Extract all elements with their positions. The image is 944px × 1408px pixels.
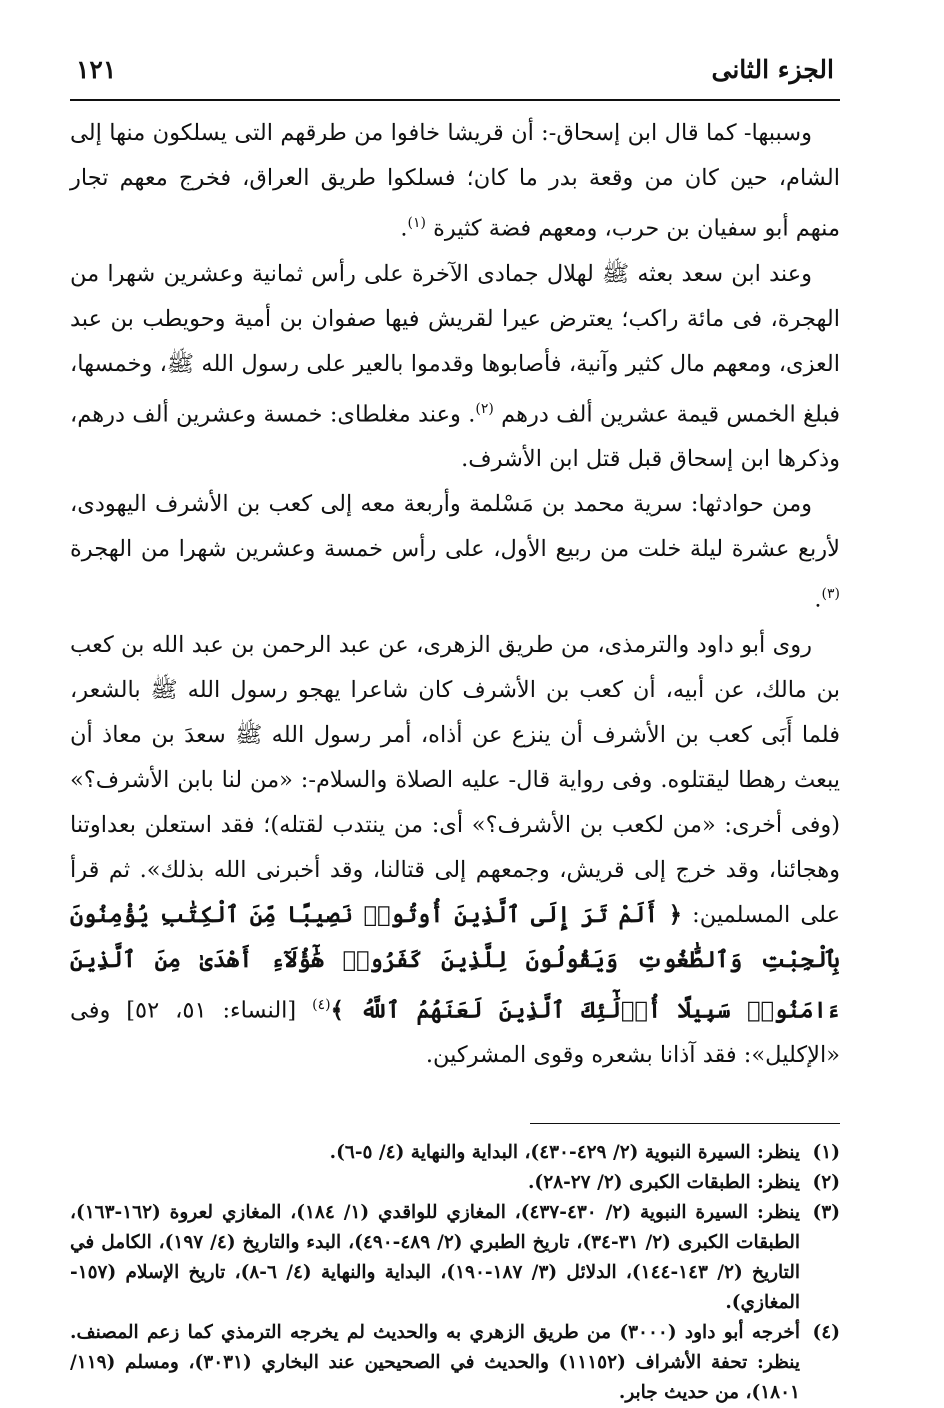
quran-verse: ﴿ أَلَمْ تَرَ إِلَى ٱلَّذِينَ أُوتُوا۟ نَصِيبًا مِّنَ ٱلْكِتَٰبِ يُؤْمِنُونَ بِٱلْجِبْتِ وَٱلطَّٰغُوتِ وَيَقُولُونَ لِلَّذِينَ كَفَرُوا۟ هَٰٓؤُلَآءِ أَهْدَىٰ مِنَ ٱلَّذِينَ ءَامَنُوا۟ سَبِيلًا أُو۟لَٰٓئِكَ ٱلَّذِينَ لَعَنَهُمُ ٱللَّهُ ﴾ [70,901,840,1023]
footnote [70,1168,840,1198]
footnote [70,1138,840,1168]
footnote-number: (٤) [812,1322,840,1343]
footnote-number: (٣) [812,1202,840,1223]
footnote-number: (٢) [812,1172,840,1193]
paragraph: روى أبو داود والترمذى، من طريق الزهرى، عن عبد الرحمن بن عبد الله بن كعب بن مالك، عن أبيه، أن كعب بن الأشرف كان شاعرا يهجو رسول الله ﷺ بالشعر، فلما أَبَى كعب بن الأشرف أن ينزع عن أذاه، أمر رسول الله ﷺ سعدَ بن معاذ أن يبعث رهطا ليقتلوه. وفى رواية قال- عليه الصلاة والسلام-: «من لنا بابن الأشرف؟» (وفى أخرى: «من لكعب بن الأشرف؟» أى: من ينتدب لقتله)؛ فقد استعلن بعداوتنا وهجائنا، وقد خرج إلى قريش، وجمعهم إلى قتالنا، وقد أخبرنى الله بذلك». ثم قرأ على المسلمين: ﴿ أَلَمْ تَرَ إِلَى ٱلَّذِينَ أُوتُوا۟ نَصِيبًا مِّنَ ٱلْكِتَٰبِ يُؤْمِنُونَ بِٱلْجِبْتِ وَٱلطَّٰغُوتِ وَيَقُولُونَ لِلَّذِينَ كَفَرُوا۟ هَٰٓؤُلَآءِ أَهْدَىٰ مِنَ ٱلَّذِينَ ءَامَنُوا۟ سَبِيلًا أُو۟لَٰٓئِكَ ٱلَّذِينَ لَعَنَهُمُ ٱللَّهُ ﴾$^{(٤)}$ [النساء: ٥١، ٥٢] وفى «الإكليل»: فقد آذانا بشعره وقوى المشركين. [70,631,841,1068]
footnote-text: ينظر: الطبقات الكبرى (٢/ ٢٧-٢٨). [527,1172,800,1193]
main-text [70,111,840,1078]
footnote-ref: (١) [407,215,426,231]
header-rule [70,99,840,101]
paragraph: ومن حوادثها: سرية محمد بن مَسْلمة وأربعة معه إلى كعب بن الأشرف اليهودى، لأربع عشرة ليلة خلت من ربيع الأول، على رأس خمسة وعشرين شهرا من الهجرة $^{(٣)}$. [70,491,840,613]
footnote-rule [530,1123,840,1124]
running-title: الجزء الثانى [711,55,834,84]
footnote-text: ينظر: السيرة النبوية (٢/ ٤٣٠-٤٣٧)، المغازي للواقدي (١/ ١٨٤)، المغازي لعروة (١٦٢-١٦٣)، الطبقات الكبرى (٢/ ٣١-٣٤)، تاريخ الطبري (٢/ ٤٨٩-٤٩٠)، البدء والتاريخ (٤/ ١٩٧)، الكامل في التاريخ (٢/ ١٤٣-١٤٤)، الدلائل (٣/ ١٨٧-١٩٠)، البداية والنهاية (٤/ ٦-٨)، تاريخ الإسلام (١٥٧-المغازي). [70,1202,801,1313]
footnote-text: أخرجه أبو داود (٣٠٠٠) من طريق الزهري به والحديث لم يخرجه الترمذي كما زعم المصنف. ينظر: تحفة الأشراف (١١١٥٢) والحديث في الصحيحين عند البخاري (٣٠٣١)، ومسلم (١١٩/ ١٨٠١)، من حديث جابر. [70,1322,801,1403]
footnote-ref: (٢) [475,400,494,417]
footnote-number: (١) [812,1142,840,1163]
page-number: ١٢١ [76,55,117,84]
footnote-ref: (٣) [821,586,840,602]
paragraph: وعند ابن سعد بعثه ﷺ لهلال جمادى الآخرة على رأس ثمانية وعشرين شهرا من الهجرة، فى مائة راكب؛ يعترض عيرا لقريش فيها صفوان بن أمية وحويطب بن عبد العزى، ومعهم مال كثير وآنية، فأصابوها وقدموا بالعير على رسول الله ﷺ، وخمسها، فبلغ الخمس قيمة عشرين ألف درهم $^{(٢)}$. وعند مغلطاى: خمسة وعشرين ألف درهم، وذكرها ابن إسحاق قبل قتل ابن الأشرف. [70,260,841,472]
running-header [70,55,840,99]
footnote [70,1318,840,1408]
footnote-ref: (٤) [312,996,331,1013]
footnotes [70,1138,840,1408]
footnote-text: ينظر: السيرة النبوية (٢/ ٤٢٩-٤٣٠)، البداية والنهاية (٤/ ٥-٦). [329,1142,800,1163]
footnote [70,1198,840,1318]
paragraph: وسببها- كما قال ابن إسحاق-: أن قريشا خافوا من طرقهم التى يسلكون منها إلى الشام، حين كان من وقعة بدر ما كان؛ فسلكوا طريق العراق، فخرج معهم تجار منهم أبو سفيان بن حرب، ومعهم فضة كثيرة $^{(١)}$. [70,120,840,242]
book-page [70,55,841,1403]
